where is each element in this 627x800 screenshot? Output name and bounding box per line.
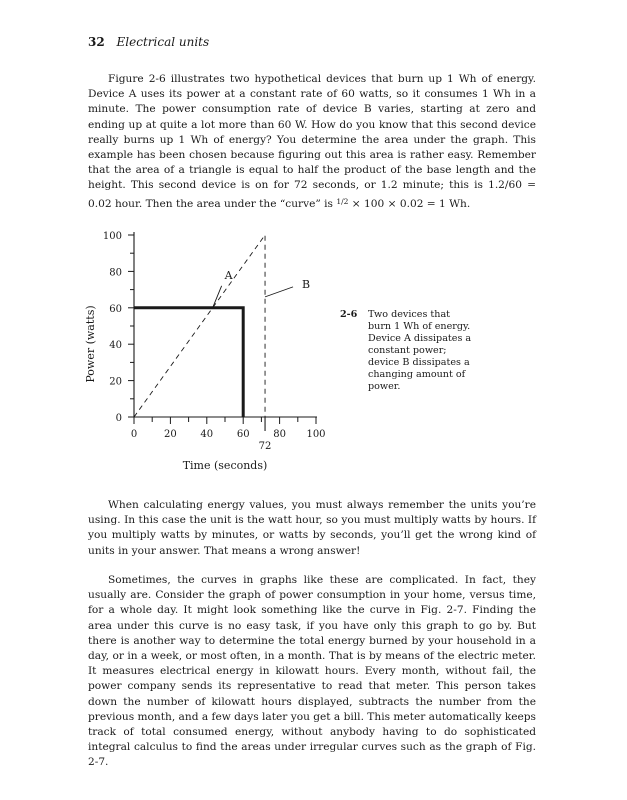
series-b-line [134, 235, 265, 417]
paragraph-meter: Sometimes, the curves in graphs like these are complicated. In fact, they usually are. Consider the graph of power consumption in your home, versus time, for a whole day. It might look something like the curve in Fig. 2-7. Finding the area under this curve is no easy task, if you have only this graph to go by. But there is another way to determine the total energy burned by your household in a day, or in a week, or most often, in a month. That is by means of the electric meter. It measures electrical energy in kilowatt hours. Every month, without fail, the power company sends its representative to read that meter. This person takes down the number of kilowatt hours displayed, subtracts the number from the previous month, and a few days later you get a bill. This meter automatically keeps track of total consumed energy, without anybody having to do sophisticated integral calculus to find the areas under irregular curves such as the graph of Fig. 2-7. [88, 574, 536, 769]
series-b-label: B [302, 277, 311, 291]
x-extra-tick-label: 72 [258, 441, 272, 452]
paragraph-units: When calculating energy values, you must always remember the units you’re using. In this case the unit is the watt hour, so you must multiply watts by hours. If you multiply watts by minutes, or watts by seconds, you’ll get the wrong kind of units in your answer. That means a wrong answer! [88, 499, 536, 557]
running-title: Electrical units [116, 35, 210, 49]
paragraph-intro [88, 72, 536, 212]
y-tick-label: 60 [109, 303, 122, 315]
half-fraction: 1/2 [336, 196, 349, 206]
series-a-label: A [224, 268, 233, 282]
series-b-leader [265, 287, 293, 297]
x-tick-label: 0 [130, 429, 138, 440]
page-header [88, 35, 209, 49]
paragraph-intro-end: × 100 × 0.02 = 1 Wh. [348, 197, 471, 210]
y-tick-label: 100 [102, 231, 122, 242]
x-tick-label: 100 [306, 429, 326, 440]
y-tick-label: 80 [109, 267, 122, 279]
figure-number: 2-6 [340, 309, 358, 320]
x-tick-label: 40 [200, 429, 214, 440]
y-axis-label: Power (watts) [84, 305, 97, 383]
y-tick-label: 20 [109, 376, 122, 388]
y-tick-label: 0 [115, 413, 122, 424]
y-tick-label: 40 [109, 340, 122, 352]
paragraph-intro-text: Figure 2-6 illustrates two hypothetical devices that burn up 1 Wh of energy. Device A uses its power at a constant rate of 60 watts, so it consumes 1 Wh in a minute. The power consumption rate of device B varies, starting at zero and ending up at quite a lot more than 60 W. How do you know that this second device really burns up 1 Wh of energy? You determine the area under the graph. This example has been chosen because figuring out this area is rather easy. Remember that the area of a triangle is equal to half the product of the base length and the height. This second device is on for 72 seconds, or 1.2 minute; this is 1.2/60 = 0.02 hour. Then the area under the “curve” is [88, 73, 536, 210]
x-axis-label: Time (seconds) [182, 459, 268, 472]
x-tick-label: 20 [164, 429, 177, 440]
page-number: 32 [88, 35, 105, 49]
series-a-line [134, 308, 243, 417]
figure-caption-text: Two devices that burn 1 Wh of energy. Device A dissipates a constant power; device B dissipates a changing amount of power. [368, 309, 472, 392]
x-tick-label: 80 [273, 429, 286, 440]
x-tick-label: 60 [236, 429, 250, 440]
figure-2-6-chart [50, 222, 350, 482]
